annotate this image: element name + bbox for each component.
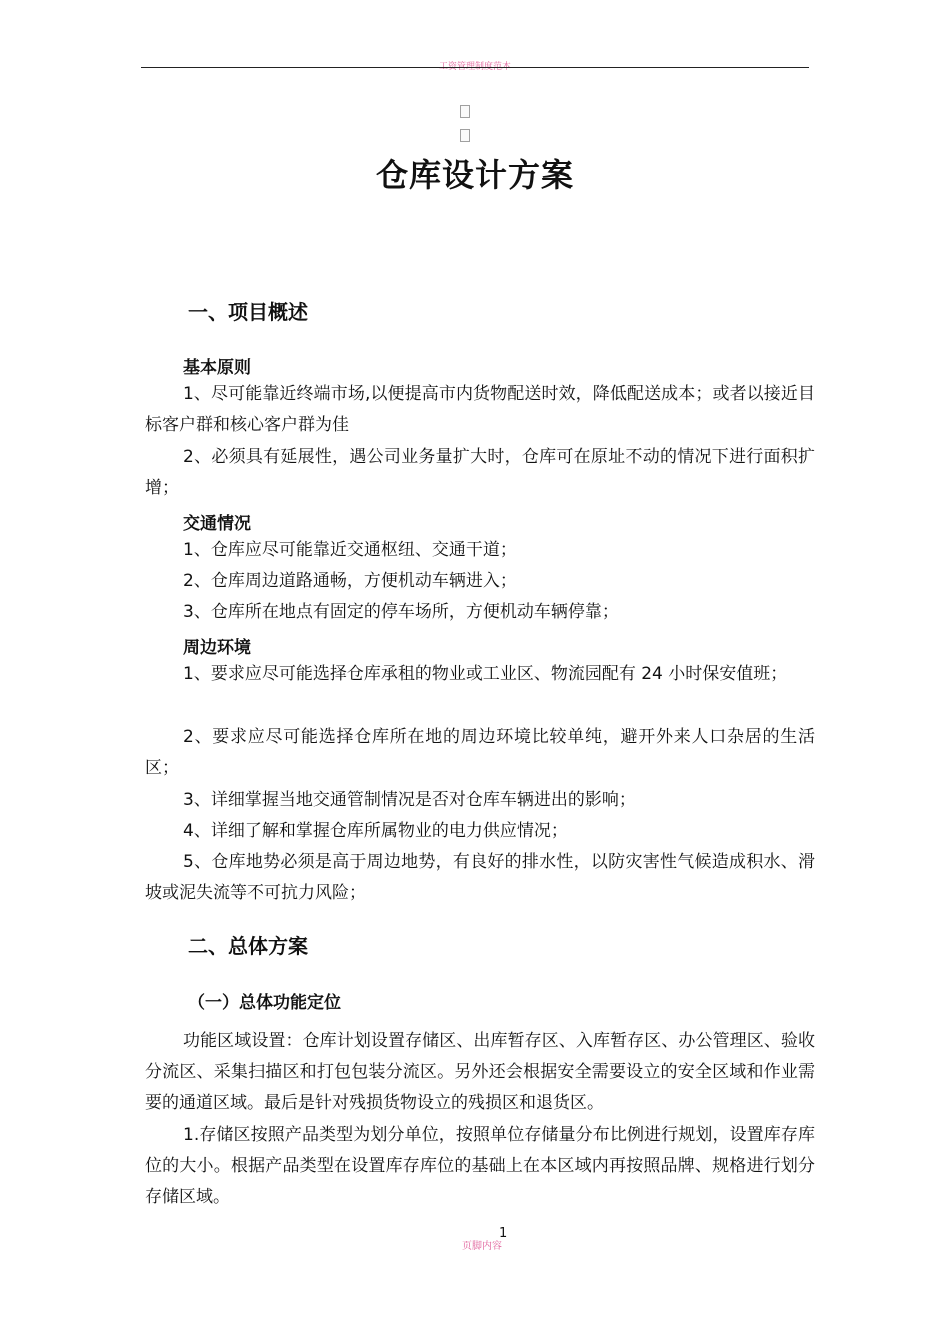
paragraph: 1.存储区按照产品类型为划分单位，按照单位存储量分布比例进行规划，设置库存库位的大小。根据产品类型在设置库存库位的基础上在本区域内再按照品牌、规格进行划分存储区域。 xyxy=(145,1125,815,1207)
footer-text: 页脚内容 xyxy=(462,1241,502,1252)
paragraph: 2、必须具有延展性，遇公司业务量扩大时，仓库可在原址不动的情况下进行面积扩增； xyxy=(145,447,815,498)
subsection-heading: 周边环境 xyxy=(183,638,251,658)
paragraph: 3、仓库所在地点有固定的停车场所，方便机动车辆停靠； xyxy=(183,602,619,622)
header-rule xyxy=(141,67,809,68)
subsection-heading: 基本原则 xyxy=(183,358,251,378)
paragraph: 2、仓库周边道路通畅，方便机动车辆进入； xyxy=(183,571,517,591)
section-heading: 一、项目概述 xyxy=(188,300,308,324)
subsection-heading: 交通情况 xyxy=(183,514,251,534)
paragraph: 功能区域设置：仓库计划设置存储区、出库暂存区、入库暂存区、办公管理区、验收分流区、采集扫描区和打包包装分流区。另外还会根据安全需要设立的安全区域和作业需要的通道区域。最后是针对残损货物设立的残损区和退货区。 xyxy=(145,1031,815,1113)
paragraph: 1、要求应尽可能选择仓库承租的物业或工业区、物流园配有 24 小时保安值班； xyxy=(183,664,788,684)
document-title: 仓库设计方案 xyxy=(375,156,574,194)
image-placeholder-icon xyxy=(460,105,470,118)
subsection-heading: （一）总体功能定位 xyxy=(188,993,341,1013)
paragraph: 1、仓库应尽可能靠近交通枢纽、交通干道； xyxy=(183,540,517,560)
paragraph: 3、详细掌握当地交通管制情况是否对仓库车辆进出的影响； xyxy=(183,790,636,810)
header-text: 工资管理制度范本 xyxy=(438,62,511,72)
paragraph: 1、尽可能靠近终端市场,以便提高市内货物配送时效，降低配送成本；或者以接近目标客户群和核心客户群为佳 xyxy=(145,384,815,435)
section-heading: 二、总体方案 xyxy=(188,934,308,958)
paragraph: 4、详细了解和掌握仓库所属物业的电力供应情况； xyxy=(183,821,568,841)
page-number: 1 xyxy=(499,1226,508,1241)
image-placeholder-icon xyxy=(460,129,470,142)
paragraph: 2、要求应尽可能选择仓库所在地的周边环境比较单纯，避开外来人口杂居的生活区； xyxy=(145,727,815,778)
paragraph: 5、仓库地势必须是高于周边地势，有良好的排水性，以防灾害性气候造成积水、滑坡或泥失流等不可抗力风险； xyxy=(145,852,815,903)
